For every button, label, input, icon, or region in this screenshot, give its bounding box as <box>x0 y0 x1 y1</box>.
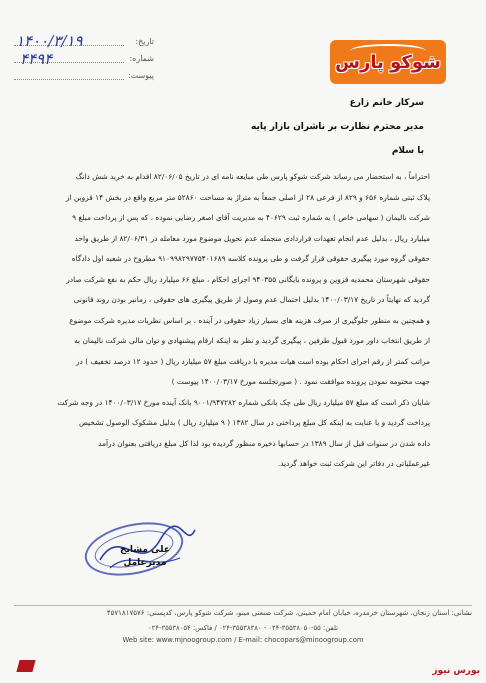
handwritten-number: ۴۴۹۴ <box>20 50 53 68</box>
body-line: غیرعملیاتی در دفاتر این شرکت ثبت خواهد گردید. <box>277 459 430 468</box>
corner-logo-icon <box>16 660 35 672</box>
body-line: داده شدن در سنوات قبل از سال ۱۳۸۹ در حسابها ذخیره منظور گردیده بود لذا کل مبلغ دریافتی بعنوان درآمد <box>98 438 430 448</box>
body-line: شرکت نالیمان ( سهامی خاص ) به شماره ثبت ۴۰۶۲۹ به مدیریت آقای اصغر رضایی نموده ، که پس از پرداخت مبلغ ۹ <box>72 213 430 222</box>
number-label: شماره: <box>129 54 154 63</box>
attachment-label: پیوست: <box>127 71 154 80</box>
handwritten-date: ۱۴۰۰/۳/۱۹ <box>16 32 83 50</box>
footer-divider <box>14 605 472 606</box>
addressee-name: سرکار خانم زارع <box>349 98 424 108</box>
body-line: حقوقی شهرستان محمدیه قزوین و پرونده بایگانی ۹۴۰۳۵۵ اجرای احکام ، مبلغ ۶۶ میلیارد ریال حکم به نفع شرکت صادر <box>66 274 430 284</box>
body-line: از طریق انتخاب داور مورد قبول طرفین ، پیگیری گردید و نظر به اینکه ارقام پیشنهادی و توان مالی شرکت نالیمان به <box>74 336 430 345</box>
watermark-text: بورس نیوز <box>432 666 480 676</box>
body-line: حقوقی گروه مورد پیگیری حقوقی قرار گرفت و طی پرونده کلاسه ۹۱۰۹۹۸۲۹۷۷۵۴۰۱۶۸۹ مطروح در شعبه اول دادگاه <box>71 254 430 263</box>
footer-address: نشانی: استان زنجان، شهرستان خرمدره، خیابان امام خمینی، شرکت صنعتی مینو، شرکت شوکو پارس، کدپستی: ۴۵۷۱۸۱۷۵۷۶ <box>106 609 472 617</box>
logo-text: شوکو پارس <box>335 51 441 73</box>
addressee-title: مدیر محترم نظارت بر ناشران بازار پایه <box>251 122 424 132</box>
body-line: گردید که نهایتاً در تاریخ ۱۴۰۰/۰۳/۱۷ بدلیل احتمال عدم وصول از طریق پیگیری های حقوقی ، زمانبر بودن روند قانونی <box>73 295 430 304</box>
date-label: تاریخ: <box>135 37 154 46</box>
body-line: شایان ذکر است که مبلغ ۵۷ میلیارد ریال طی چک بانکی شماره ۹۰۰۱/۹۴۷۲۸۲ بانک آینده مورخ ۱۴۰۰/۰۳/۱۷ در وجه شرکت <box>57 397 430 407</box>
body-line: احتراماً ، به استحضار می رساند شرکت شوکو پارس طی مبایعه نامه ای در تاریخ ۸۲/۰۶/۰۵ اقدام به خرید شش دانگ <box>75 172 430 181</box>
greeting: با سلام <box>391 146 424 156</box>
body-line: جهت مختومه نمودن پرونده موافقت نمود . ( صورتجلسه مورخ ۱۴۰۰/۰۳/۱۷ پیوست ) <box>171 377 430 386</box>
body-line: پرداخت گردید و با عنایت به اینکه کل مبلغ پرداختی در سال ۱۳۸۲ ( ۹ میلیارد ریال ) بدلیل مشکوک الوصول تشخیص <box>78 418 430 427</box>
body-line: پلاک ثبتی شماره ۶۵۶ و ۸۲۹ از فرعی ۲۸ از اصلی جمعاً به متراژ به مساحت ۵۲۸۶۰ متر مربع واقع در بخش ۱۴ قزوین از <box>65 192 430 202</box>
body-line: مراتب کمتر از رقم اجرای احکام بوده است هیات مدیره با دریافت مبلغ ۵۷ میلیارد ریال ( حدود ۱۲ درصد تخفیف ) در <box>75 356 430 366</box>
footer-web: Web site: www.mjnoogroup.com / E-mail: chocopars@minoogroup.com <box>122 636 364 644</box>
body-line: میلیارد ریال ، بدلیل عدم انجام تعهدات قراردادی منجمله عدم تحویل موضوع مورد معامله در ۸۲/۰۶/۳۱ از طریق واحد <box>74 233 430 243</box>
body-line: و همچنین به منظور جلوگیری از صرف هزینه های بسیار زیاد حقوقی در آینده ، بر اساس نظریات مدیره شرکت موضوع <box>69 315 430 325</box>
company-logo <box>330 40 446 84</box>
letter-body <box>50 167 430 475</box>
signature-block <box>120 544 170 570</box>
signatory-name: علی مشایخ <box>119 545 170 555</box>
signatory-title: مدیرعامل <box>123 558 167 568</box>
attachment-row <box>14 68 154 85</box>
footer-phones: تلفن: ۵۵-۳۵۵۳۸۰۵۰-۰۲۴ - ۳۵۵۳۸۳۸۰-۰۲۴ / فاکس: ۳۵۵۳۸۰۵۴-۰۲۴ <box>148 624 338 632</box>
